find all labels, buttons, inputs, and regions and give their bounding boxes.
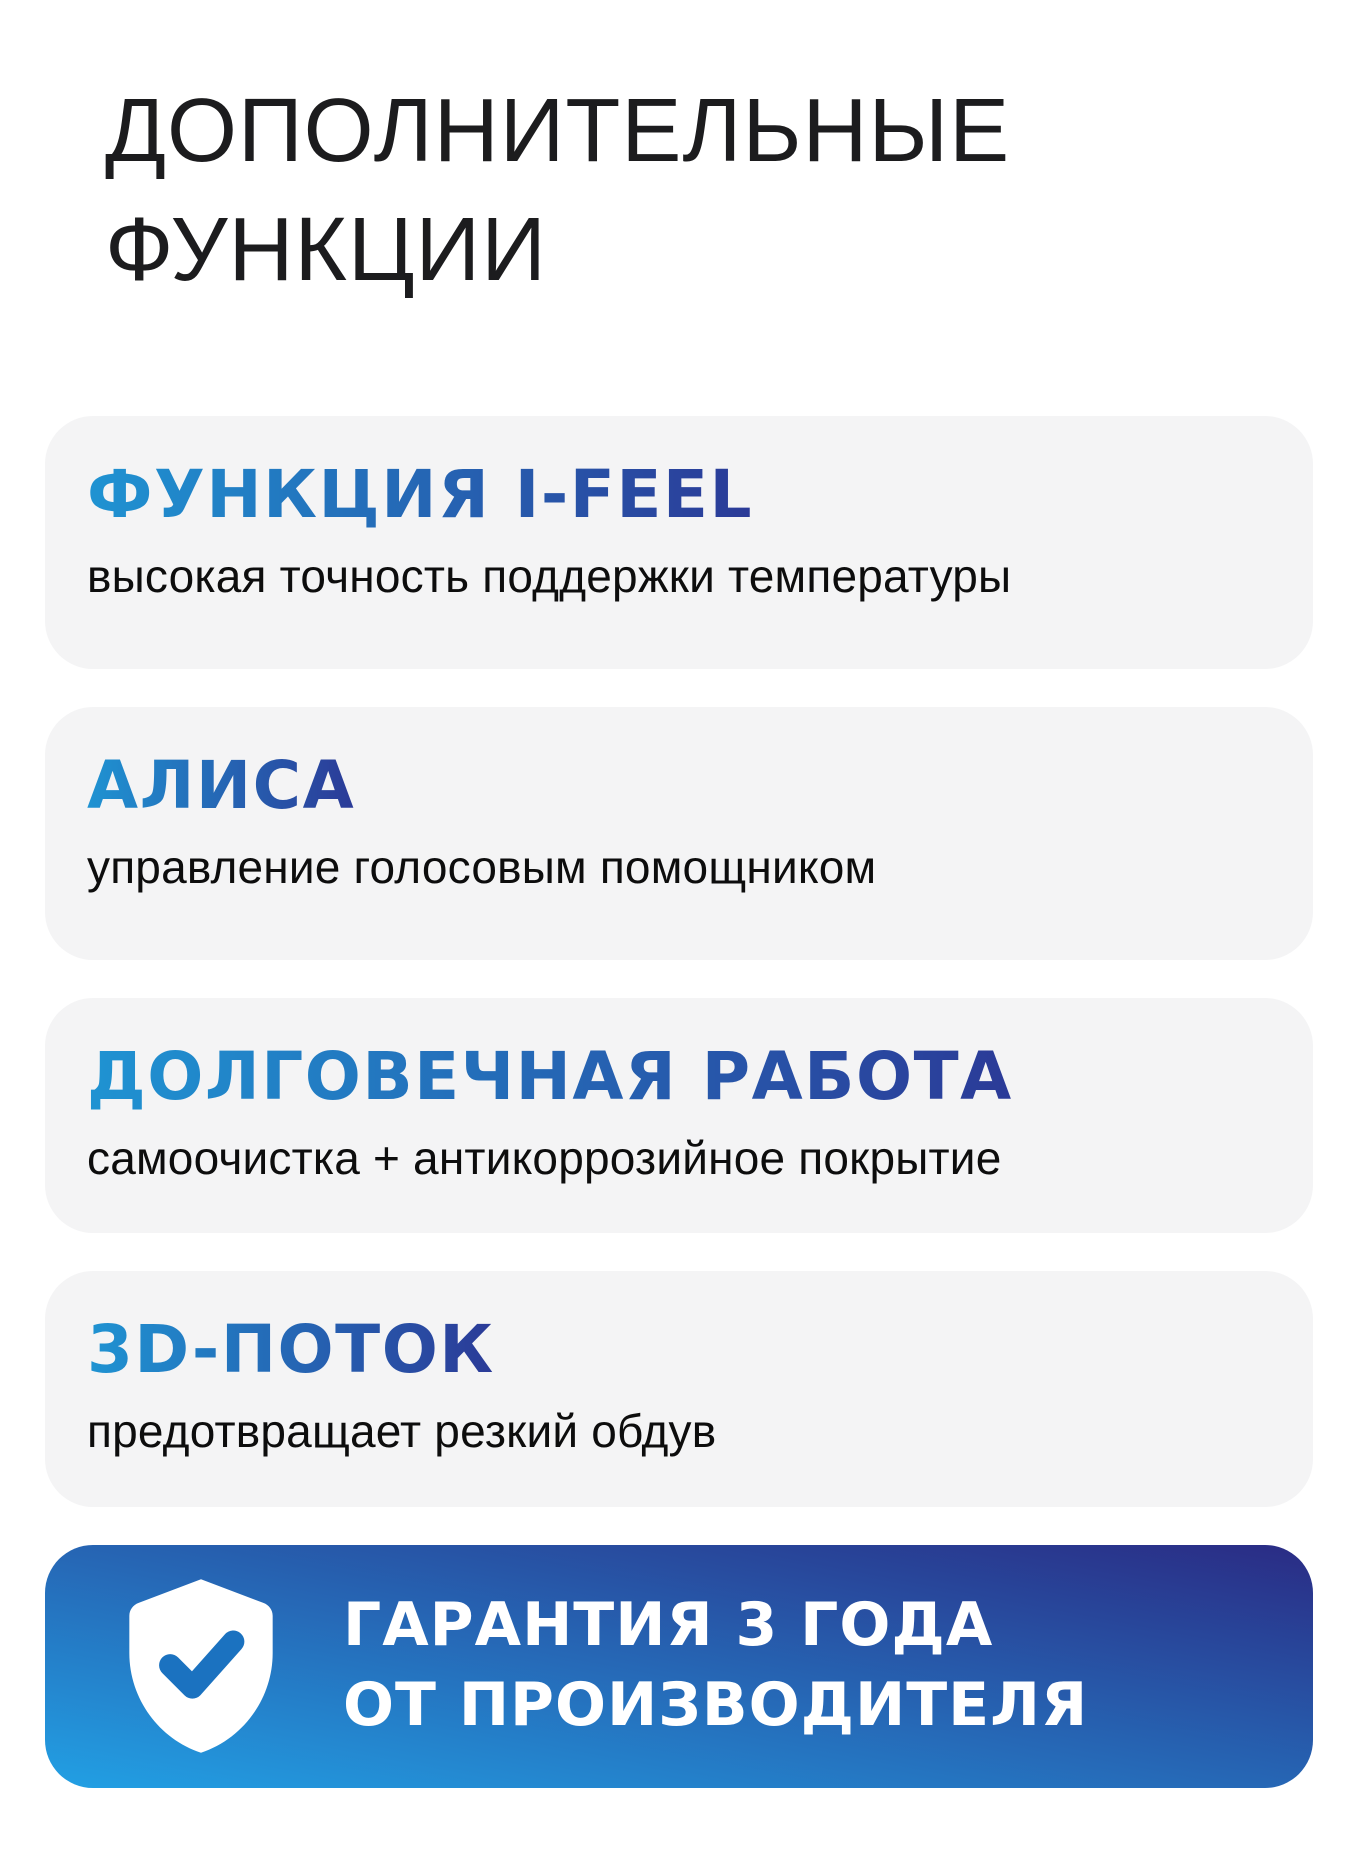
feature-heading: ФУНКЦИЯ I-FEEL [87, 455, 754, 533]
feature-card-ifeel [45, 416, 1313, 669]
warranty-banner [45, 1545, 1313, 1788]
feature-heading: ДОЛГОВЕЧНАЯ РАБОТА [87, 1037, 1013, 1115]
feature-description: управление голосовым помощником [87, 840, 877, 893]
feature-description: самоочистка + антикоррозийное покрытие [87, 1131, 1002, 1184]
page-title-line-2: ФУНКЦИИ [105, 199, 547, 300]
feature-heading: АЛИСА [87, 746, 356, 824]
feature-card-alisa [45, 707, 1313, 960]
warranty-text-line-2: ОТ ПРОИЗВОДИТЕЛЯ [343, 1670, 1089, 1741]
shield-check-icon [115, 1570, 287, 1762]
warranty-text-line-1: ГАРАНТИЯ 3 ГОДА [343, 1590, 994, 1661]
feature-list [45, 416, 1313, 1507]
warranty-text [343, 1586, 1088, 1746]
feature-heading: 3D-ПОТОК [87, 1311, 495, 1389]
feature-description: предотвращает резкий обдув [87, 1405, 717, 1458]
feature-card-durability [45, 998, 1313, 1234]
page-title [105, 72, 1313, 310]
feature-description: высокая точность поддержки температуры [87, 549, 1012, 602]
page-title-line-1: ДОПОЛНИТЕЛЬНЫЕ [105, 81, 1011, 181]
feature-card-3dflow [45, 1271, 1313, 1507]
